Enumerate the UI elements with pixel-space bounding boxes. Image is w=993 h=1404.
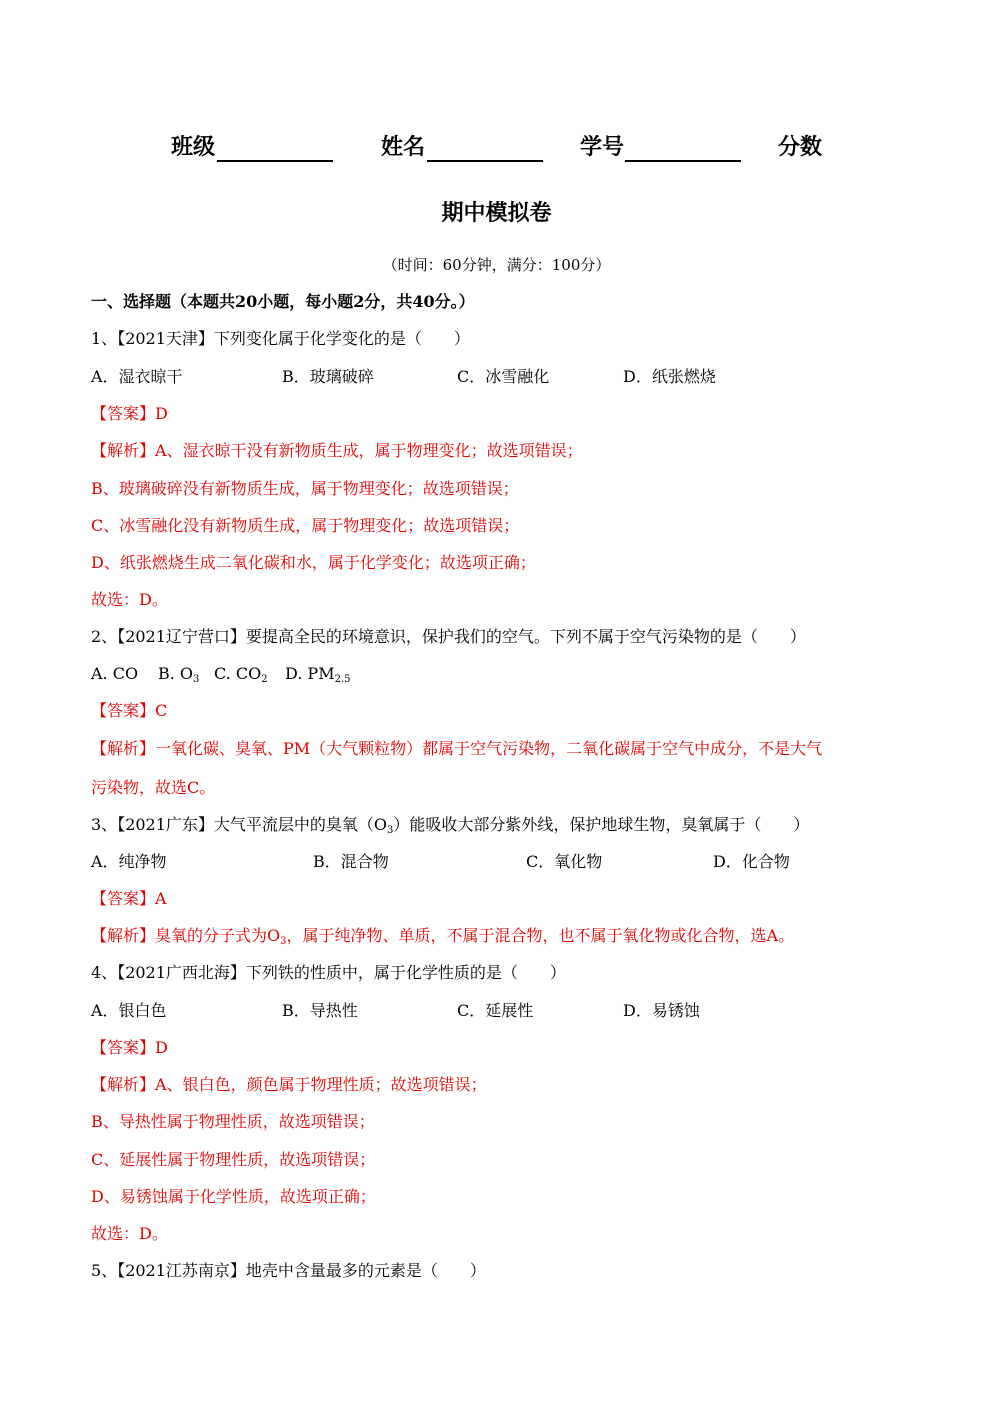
question-1-stem [91,326,470,352]
q1-option-c: C．冰雪融化 [457,367,550,386]
analysis-tag: 【解析】 [91,441,156,460]
class-blank[interactable] [217,160,333,162]
answer-value: D [155,1038,168,1057]
q1-analysis-line-4: D、纸张燃烧生成二氧化碳和水，属于化学变化；故选项正确； [91,553,536,572]
question-5-stem [91,1258,486,1284]
option-text: D. PM [285,664,335,683]
analysis-tag: 【解析】 [91,739,156,758]
q4-option-c: C．延展性 [457,1001,534,1020]
q4-option-b: B．导热性 [282,1001,358,1020]
question-source: 【2021广西北海】 [117,963,246,982]
question-2-stem [91,624,806,650]
q1-analysis-line-3: C、冰雪融化没有新物质生成，属于物理变化；故选项错误； [91,516,520,535]
question-4-stem [91,960,566,986]
analysis-tag: 【解析】 [91,1075,156,1094]
q2-option-a: A. CO [91,664,139,683]
q3-option-a: A．纯净物 [91,852,167,871]
section-heading: 一、选择题（本题共20小题，每小题2分，共40分。） [91,292,475,311]
analysis-tag: 【解析】 [91,926,156,945]
question-text: 大气平流层中的臭氧（O [213,815,388,834]
analysis-text: A、银白色，颜色属于物理性质；故选项错误； [155,1075,487,1094]
question-number: 4、 [91,963,118,982]
q4-analysis-line-4: D、易锈蚀属于化学性质，故选项正确； [91,1187,376,1206]
q1-analysis-line-5: 故选：D。 [91,590,168,609]
q4-option-d: D．易锈蚀 [623,1001,700,1020]
q1-option-a: A．湿衣晾干 [91,367,183,386]
q2-option-c [214,661,268,687]
q4-option-a: A．银白色 [91,1001,167,1020]
class-label: 班级 [171,134,216,160]
question-text: 下列变化属于化学变化的是（ ） [213,329,470,348]
question-text-cont: ）能吸收大部分紫外线，保护地球生物，臭氧属于（ ） [393,815,810,834]
subscript: 3 [193,674,200,685]
q2-option-b [158,661,199,687]
q3-option-d: D．化合物 [713,852,790,871]
name-label: 姓名 [381,134,426,160]
answer-tag: 【答案】 [91,404,156,423]
question-number: 2、 [91,627,118,646]
question-text: 地壳中含量最多的元素是（ ） [245,1261,486,1280]
q4-answer [91,1035,168,1061]
q3-option-b: B．混合物 [313,852,389,871]
question-source: 【2021江苏南京】 [117,1261,246,1280]
question-source: 【2021辽宁营口】 [117,627,246,646]
subscript: 3 [387,825,394,836]
question-text: 要提高全民的环境意识，保护我们的空气。下列不属于空气污染物的是（ ） [245,627,806,646]
q4-analysis-line-1 [91,1072,487,1098]
q4-analysis-line-5: 故选：D。 [91,1224,168,1243]
answer-value: C [155,701,168,720]
question-number: 5、 [91,1261,118,1280]
answer-value: D [155,404,168,423]
answer-tag: 【答案】 [91,889,156,908]
analysis-text: 一氧化碳、臭氧、PM（大气颗粒物）都属于空气污染物，二氧化碳属于空气中成分，不是大气 [155,739,823,758]
exam-title: 期中模拟卷 [441,200,552,226]
subscript: 2.5 [334,674,351,685]
score-label: 分数 [778,134,823,160]
q2-analysis-line-2: 污染物，故选C。 [91,778,216,797]
q1-answer [91,401,168,427]
q4-analysis-line-3: C、延展性属于物理性质，故选项错误； [91,1150,376,1169]
q4-analysis-line-2: B、导热性属于物理性质，故选项错误； [91,1112,375,1131]
q3-answer [91,886,167,912]
student-id-blank[interactable] [625,160,741,162]
q2-analysis-line-1 [91,736,822,762]
name-blank[interactable] [427,160,543,162]
question-source: 【2021天津】 [117,329,214,348]
answer-tag: 【答案】 [91,1038,156,1057]
option-text: C. CO [214,664,262,683]
q1-analysis-line-1 [91,438,583,464]
question-number: 3、 [91,815,118,834]
q3-option-c: C．氧化物 [526,852,603,871]
student-info-header [0,128,993,168]
analysis-text: A、湿衣晾干没有新物质生成，属于物理变化；故选项错误； [155,441,583,460]
q1-option-d: D．纸张燃烧 [623,367,716,386]
analysis-text-cont: ，属于纯净物、单质，不属于混合物，也不属于氧化物或化合物，选A。 [286,926,795,945]
question-source: 【2021广东】 [117,815,214,834]
answer-value: A [155,889,167,908]
q2-answer [91,698,167,724]
analysis-text: 臭氧的分子式为O [155,926,281,945]
q2-option-d [285,661,350,687]
q1-option-b: B．玻璃破碎 [282,367,374,386]
answer-tag: 【答案】 [91,701,156,720]
q1-analysis-line-2: B、玻璃破碎没有新物质生成，属于物理变化；故选项错误； [91,479,519,498]
question-number: 1、 [91,329,118,348]
question-3-stem [91,812,809,838]
q3-analysis [91,923,794,949]
option-text: B. O [158,664,194,683]
student-id-label: 学号 [580,134,625,160]
subscript: 2 [261,674,268,685]
question-text: 下列铁的性质中，属于化学性质的是（ ） [245,963,566,982]
subscript: 3 [280,936,287,947]
exam-subtitle: （时间：60分钟，满分：100分） [382,256,611,274]
